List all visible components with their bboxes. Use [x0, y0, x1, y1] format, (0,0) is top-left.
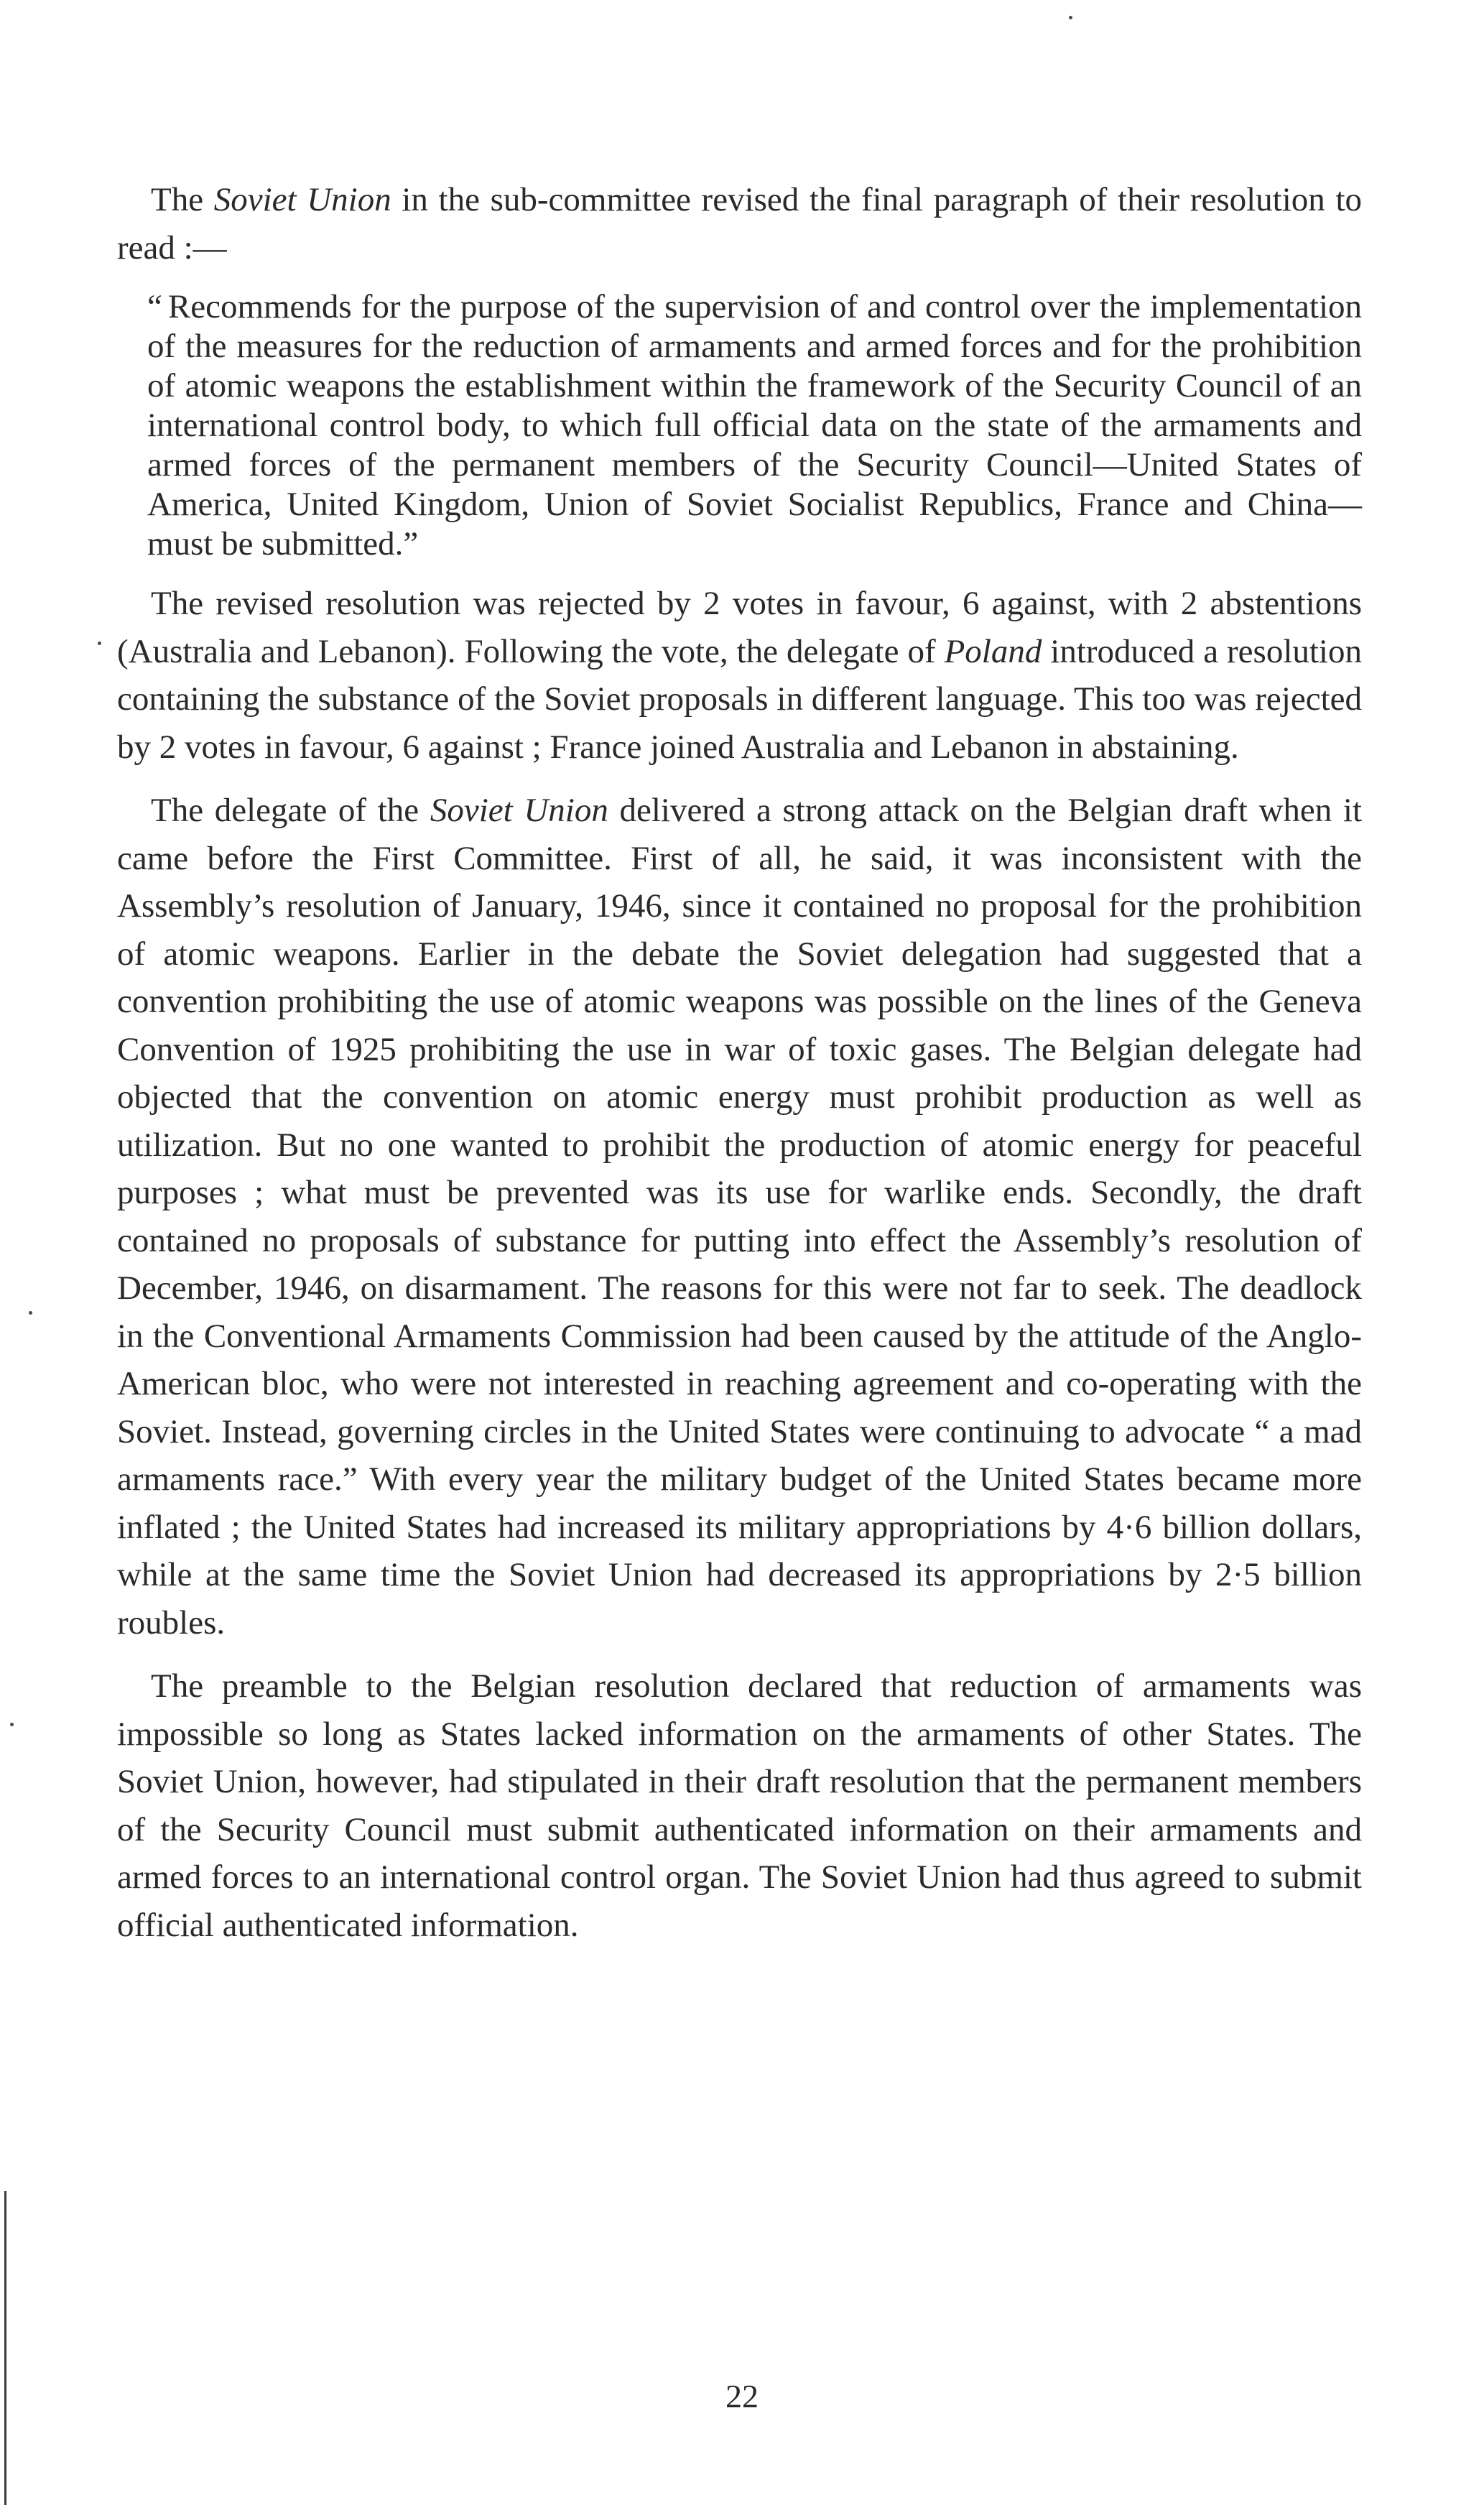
- paragraph-text: in the sub-committee revised the final paragraph of their resolution to read :—: [117, 181, 1362, 267]
- emphasis-text: Soviet Union: [430, 792, 608, 829]
- paragraph-text: The revised resolution was rejected by 2 votes in favour, 6 against, with 2 abstentions (Australia and Lebanon). Following the vote, the delegate of: [117, 585, 1362, 670]
- scan-edge-line: [4, 2191, 6, 2505]
- paragraph-text: introduced a resolution containing the substance of the Soviet proposals in different language. This too was rejected by 2 votes in favour, 6 against ; France joined Australia and Lebanon in abstaining.: [117, 632, 1362, 766]
- scan-speck: [29, 1311, 32, 1315]
- paragraph-soviet-attack: [117, 787, 1362, 1647]
- page-number: 22: [725, 2378, 759, 2414]
- block-quote: [147, 287, 1362, 564]
- quote-mark: “: [147, 288, 162, 325]
- emphasis-text: Poland: [944, 632, 1042, 670]
- paragraph-preamble: [117, 1662, 1362, 1949]
- scan-speck: [10, 1723, 14, 1726]
- paragraph-text: delivered a strong attack on the Belgian draft when it came before the First Committee. First of all, he said, it was inconsistent with the Assembly’s resolution of January, 1946, since it contained no proposal for the prohibition of atomic weapons. Earlier in the debate the Soviet delegation had suggested that a convention prohibiting the use of atomic weapons was possible on the lines of the Geneva Convention of 1925 prohibiting the use in war of toxic gases. The Belgian delegate had objected that the convention on atomic energy must prohibit production as well as utilization. But no one wanted to prohibit the production of atomic energy for peaceful purposes ; what must be prevented was its use for warlike ends. Secondly, the draft contained no proposals of substance for putting into effect the Assembly’s resolution of December, 1946, on disarmament. The reasons for this were not far to seek. The deadlock in the Conventional Armaments Commission had been caused by the attitude of the Anglo-American bloc, who were not interested in reaching agreement and co-operating with the Soviet. Instead, governing circles in the United States were continuing to advocate “ a mad armaments race.” With every year the military budget of the United States became more inflated ; the United States had increased its military appropriations by 4·6 billion dollars, while at the same time the Soviet Union had decreased its appropriations by 2·5 billion roubles.: [117, 792, 1363, 1642]
- paragraph-text: The: [151, 181, 214, 218]
- body-text: [117, 176, 1362, 1949]
- paragraph-text: The delegate of the: [151, 792, 430, 829]
- emphasis-text: Soviet Union: [213, 181, 391, 218]
- paragraph-intro: [117, 176, 1362, 272]
- paragraph-vote: [117, 580, 1362, 771]
- paragraph-text: The preamble to the Belgian resolution declared that reduction of armaments was impossible so long as States lacked information on the armaments of other States. The Soviet Union, however, had stipulated in their draft resolution that the permanent members of the Security Council must submit authenticated information on their armaments and armed forces to an international control organ. The Soviet Union had thus agreed to submit official authenticated information.: [117, 1667, 1362, 1944]
- quote-text: Recommends for the purpose of the supervision of and control over the implementation of the measures for the reduction of armaments and armed forces and for the prohibition of atomic weapons the establishment within the framework of the Security Council of an international control body, to which full official data on the state of the armaments and armed forces of the permanent members of the Security Council—United States of America, United Kingdom, Union of Soviet Socialist Republics, France and China—must be submitted.”: [147, 288, 1362, 562]
- scan-speck: [98, 642, 101, 645]
- scan-speck: [1069, 16, 1072, 19]
